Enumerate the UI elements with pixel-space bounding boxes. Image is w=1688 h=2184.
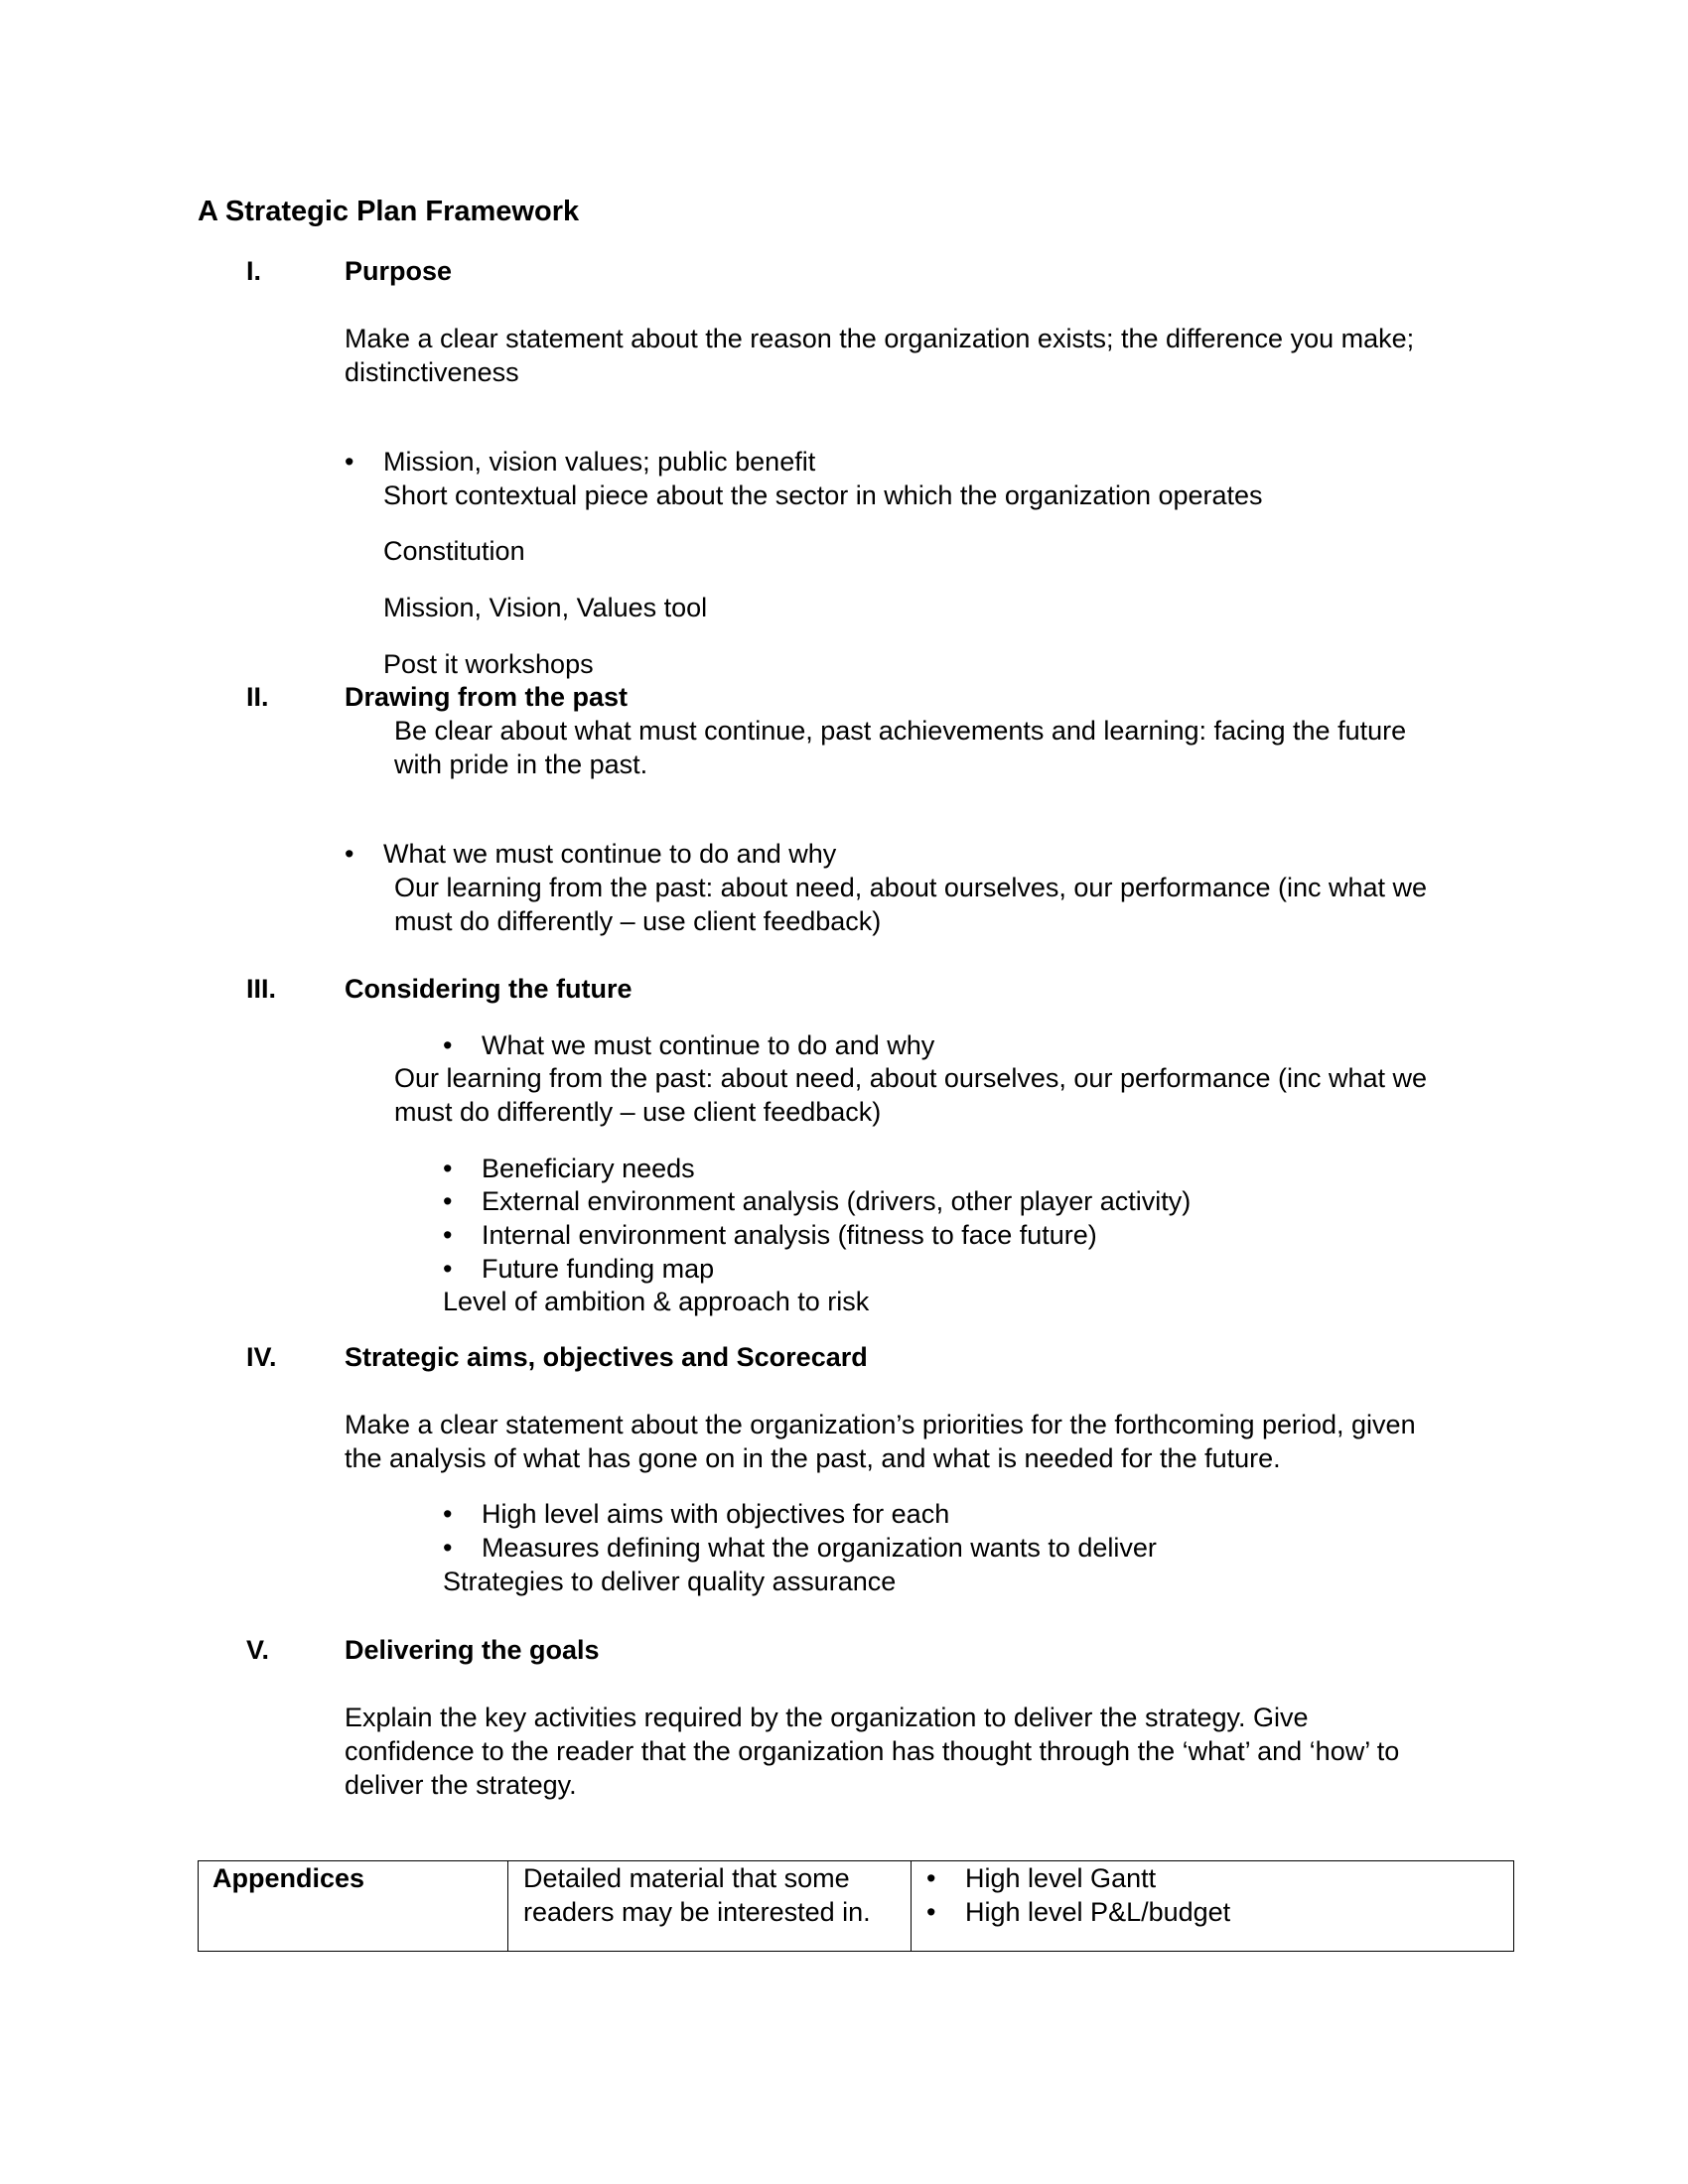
bullet-marker: •: [443, 1220, 453, 1250]
goals-intro-line-3: deliver the strategy.: [345, 1770, 577, 1800]
appendices-label: Appendices: [212, 1863, 365, 1893]
appendices-description-line-1: Detailed material that some: [523, 1863, 850, 1893]
section-numeral-4: IV.: [246, 1342, 277, 1372]
appendices-item-budget: High level P&L/budget: [965, 1897, 1231, 1927]
future-learning-line-1: Our learning from the past: about need, about ourselves, our performance (inc what we: [394, 1063, 1428, 1093]
purpose-context-line: Short contextual piece about the sector in which the organization operates: [383, 480, 1263, 510]
bullet-marker: •: [443, 1533, 453, 1563]
bullet-marker: •: [926, 1897, 936, 1927]
future-closing-line: Level of ambition & approach to risk: [443, 1287, 870, 1316]
future-bullet-internal-analysis: Internal environment analysis (fitness to face future): [482, 1220, 1097, 1250]
purpose-bullet-mission: Mission, vision values; public benefit: [383, 447, 816, 477]
section-numeral-3: III.: [246, 974, 277, 1004]
past-intro-line-2: with pride in the past.: [394, 750, 648, 779]
purpose-intro-line-2: distinctiveness: [345, 357, 519, 387]
goals-intro-line-1: Explain the key activities required by the organization to deliver the strategy. Give: [345, 1703, 1309, 1732]
appendices-item-gantt: High level Gantt: [965, 1863, 1157, 1893]
bullet-marker: •: [443, 1499, 453, 1529]
aims-closing-line: Strategies to deliver quality assurance: [443, 1567, 897, 1596]
future-bullet-funding-map: Future funding map: [482, 1254, 715, 1284]
past-learning-line-1: Our learning from the past: about need, about ourselves, our performance (inc what we: [394, 873, 1428, 902]
future-bullet-continue: What we must continue to do and why: [482, 1030, 935, 1060]
aims-intro-line-1: Make a clear statement about the organization’s priorities for the forthcoming period, given: [345, 1410, 1416, 1439]
aims-bullet-high-level-aims: High level aims with objectives for each: [482, 1499, 950, 1529]
future-learning-line-2: must do differently – use client feedback): [394, 1097, 882, 1127]
purpose-mvv-tool: Mission, Vision, Values tool: [383, 593, 708, 622]
section-numeral-1: I.: [246, 256, 262, 286]
section-numeral-2: II.: [246, 682, 269, 712]
aims-bullet-measures: Measures defining what the organization wants to deliver: [482, 1533, 1157, 1563]
page-title: A Strategic Plan Framework: [198, 196, 580, 227]
future-bullet-beneficiary-needs: Beneficiary needs: [482, 1154, 695, 1183]
purpose-postit-workshops: Post it workshops: [383, 649, 594, 679]
purpose-constitution: Constitution: [383, 536, 525, 566]
appendices-description-line-2: readers may be interested in.: [523, 1897, 871, 1927]
section-heading-delivering-goals: Delivering the goals: [345, 1635, 600, 1665]
past-learning-line-2: must do differently – use client feedback): [394, 906, 882, 936]
appendices-table: [198, 1860, 1514, 1952]
aims-intro-line-2: the analysis of what has gone on in the past, and what is needed for the future.: [345, 1443, 1281, 1473]
section-heading-purpose: Purpose: [345, 256, 453, 286]
bullet-marker: •: [443, 1154, 453, 1183]
section-numeral-5: V.: [246, 1635, 270, 1665]
bullet-marker: •: [443, 1254, 453, 1284]
section-heading-drawing-from-past: Drawing from the past: [345, 682, 629, 712]
table-column-divider: [911, 1861, 912, 1951]
bullet-marker: •: [345, 839, 354, 869]
bullet-marker: •: [443, 1186, 453, 1216]
goals-intro-line-2: confidence to the reader that the organization has thought through the ‘what’ and ‘how’ to: [345, 1736, 1400, 1766]
bullet-marker: •: [443, 1030, 453, 1060]
past-bullet-continue: What we must continue to do and why: [383, 839, 837, 869]
section-heading-considering-future: Considering the future: [345, 974, 633, 1004]
future-bullet-external-analysis: External environment analysis (drivers, other player activity): [482, 1186, 1192, 1216]
bullet-marker: •: [926, 1863, 936, 1893]
section-heading-strategic-aims: Strategic aims, objectives and Scorecard: [345, 1342, 868, 1372]
purpose-intro-line-1: Make a clear statement about the reason the organization exists; the difference you make;: [345, 324, 1415, 353]
past-intro-line-1: Be clear about what must continue, past achievements and learning: facing the future: [394, 716, 1407, 746]
bullet-marker: •: [345, 447, 354, 477]
table-column-divider: [507, 1861, 508, 1951]
